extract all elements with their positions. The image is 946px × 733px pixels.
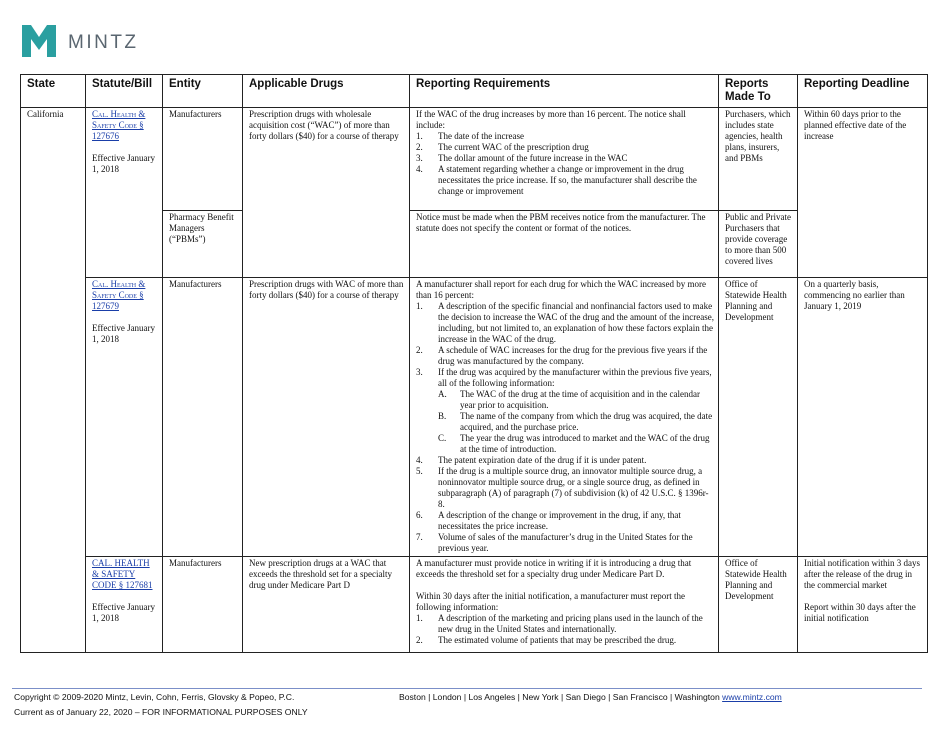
requirements-cell [410,278,719,557]
requirements-cell [410,108,719,211]
effective-date: Effective January 1, 2018 [92,153,156,174]
deadline-cell: On a quarterly basis, commencing no earlier than January 1, 2019 [798,278,928,557]
mintz-logo [22,24,139,58]
requirements-intro: If the WAC of the drug increases by more than 16 percent. The notice shall include: [416,109,686,130]
statute-cell [86,557,163,653]
entity-cell: Manufacturers [163,557,243,653]
entity-cell: Manufacturers [163,278,243,557]
requirements-cell [410,557,719,653]
header-made-to: Reports Made To [719,75,798,108]
list-item: 2. The current WAC of the prescription drug [416,142,589,152]
header-statute: Statute/Bill [86,75,163,108]
table-row [21,108,928,211]
requirements-cell: Notice must be made when the PBM receives notice from the manufacturer. The statute does not specify the content or format of the notices. [410,211,719,278]
table-header-row [21,75,928,108]
list-item: 4. A statement regarding whether a change or improvement in the drug necessitates the price increase. If so, the manufacturer shall describe the change or improvement [416,164,697,196]
header-deadline: Reporting Deadline [798,75,928,108]
mintz-m-icon [22,25,56,57]
table-row [21,557,928,653]
requirements-intro-2: Within 30 days after the initial notification, a manufacturer must report the following information: [416,591,686,612]
list-item: 3. The dollar amount of the future increase in the WAC [416,153,628,163]
footer-current-date: Current as of January 22, 2020 [14,707,133,717]
footer-offices [399,692,782,702]
list-item: A. The WAC of the drug at the time of acquisition and in the calendar year prior to acquisition. [438,389,701,410]
sub-list [438,389,714,455]
requirements-list [416,301,714,554]
statute-link[interactable]: CAL. HEALTH & SAFETY CODE § 127681 [92,558,153,590]
effective-date: Effective January 1, 2018 [92,602,156,623]
brand-name: MINTZ [68,32,139,53]
footer-website-link[interactable]: www.mintz.com [722,692,782,702]
list-item: 1. A description of the specific financial and nonfinancial factors used to make the decision to increase the WAC of the drug and the amount of the increase, including, but not limited to, an explanation of how these factors explain the increase in the WAC of the drug. [416,301,714,344]
reporting-table [20,74,928,653]
list-item: C. The year the drug was introduced to market and the WAC of the drug at the time of introduction. [438,433,710,454]
statute-link[interactable]: Cal. Health & Safety Code § 127676 [92,109,146,141]
list-item: 5. If the drug is a multiple source drug, an innovator multiple source drug, a noninnovator multiple source drug, or a single source drug, as defined in subparagraph (A) of paragraph (7) of subdivision (k) of 42 U.S.C. § 1396r-8. [416,466,709,509]
table-row [21,278,928,557]
made-to-cell: Office of Statewide Health Planning and Development [719,278,798,557]
header-requirements: Reporting Requirements [410,75,719,108]
requirements-list [416,131,714,197]
requirements-intro: A manufacturer must provide notice in writing if it is introducing a drug that exceeds the threshold set for a specialty drug under Medicare Part D. [416,558,692,579]
entity-cell: Manufacturers [163,108,243,211]
footer-copyright: Copyright © 2009-2020 Mintz, Levin, Cohn, Ferris, Glovsky & Popeo, P.C. [14,692,295,702]
drugs-cell: Prescription drugs with wholesale acquisition cost (“WAC”) of more than forty dollars ($40) for a course of therapy [243,108,410,278]
made-to-cell: Public and Private Purchasers that provide coverage to more than 500 covered lives [719,211,798,278]
list-item: B. The name of the company from which the drug was acquired, the date acquired, and the purchase price. [438,411,713,432]
list-item: 2. A schedule of WAC increases for the drug for the previous five years if the drug was manufactured by the company. [416,345,708,366]
deadline-cell: Within 60 days prior to the planned effective date of the increase [798,108,928,278]
requirements-intro: A manufacturer shall report for each drug for which the WAC increased by more than 16 percent: [416,279,706,300]
list-item: 1. A description of the marketing and pricing plans used in the launch of the new drug in the United States and internationally. [416,613,703,634]
entity-cell: Pharmacy Benefit Managers (“PBMs”) [163,211,243,278]
list-item: 3. If the drug was acquired by the manufacturer within the previous five years, all of the following information: A. The WAC of the drug at the time of acquisition and in the calendar year prior to acquisition. B. The name of the company from which the drug was acquired, the date acquired, and the purchase price. C. The year the drug was introduced to market and the WAC of the drug at the time of introduction. [416,367,713,454]
made-to-cell: Office of Statewide Health Planning and Development [719,557,798,653]
list-item: 2. The estimated volume of patients that may be prescribed the drug. [416,635,677,645]
deadline-report: Report within 30 days after the initial notification [804,602,916,623]
list-item: 1. The date of the increase [416,131,524,141]
list-item: 4. The patent expiration date of the drug if it is under patent. [416,455,647,465]
state-cell: California [21,108,86,653]
requirements-list [416,613,714,646]
list-item: 7. Volume of sales of the manufacturer’s drug in the United States for the previous year. [416,532,693,553]
footer-office-list: Boston | London | Los Angeles | New York | San Diego | San Francisco | Washington [399,692,720,702]
made-to-cell: Purchasers, which includes state agencies, health plans, insurers, and PBMs [719,108,798,211]
header-state: State [21,75,86,108]
footer-disclaimer: – FOR INFORMATIONAL PURPOSES ONLY [132,707,308,717]
statute-cell [86,278,163,557]
drugs-cell: New prescription drugs at a WAC that exceeds the threshold set for a specialty drug under Medicare Part D [243,557,410,653]
deadline-cell [798,557,928,653]
list-item: 6. A description of the change or improvement in the drug, if any, that necessitates the price increase. [416,510,681,531]
header-drugs: Applicable Drugs [243,75,410,108]
header-entity: Entity [163,75,243,108]
statute-cell [86,108,163,278]
effective-date: Effective January 1, 2018 [92,323,156,344]
footer-divider [12,688,922,689]
footer-current [14,707,308,717]
deadline-initial: Initial notification within 3 days after the release of the drug in the commercial market [804,558,920,590]
statute-link[interactable]: Cal. Health & Safety Code § 127679 [92,279,146,311]
drugs-cell: Prescription drugs with WAC of more than forty dollars ($40) for a course of therapy [243,278,410,557]
